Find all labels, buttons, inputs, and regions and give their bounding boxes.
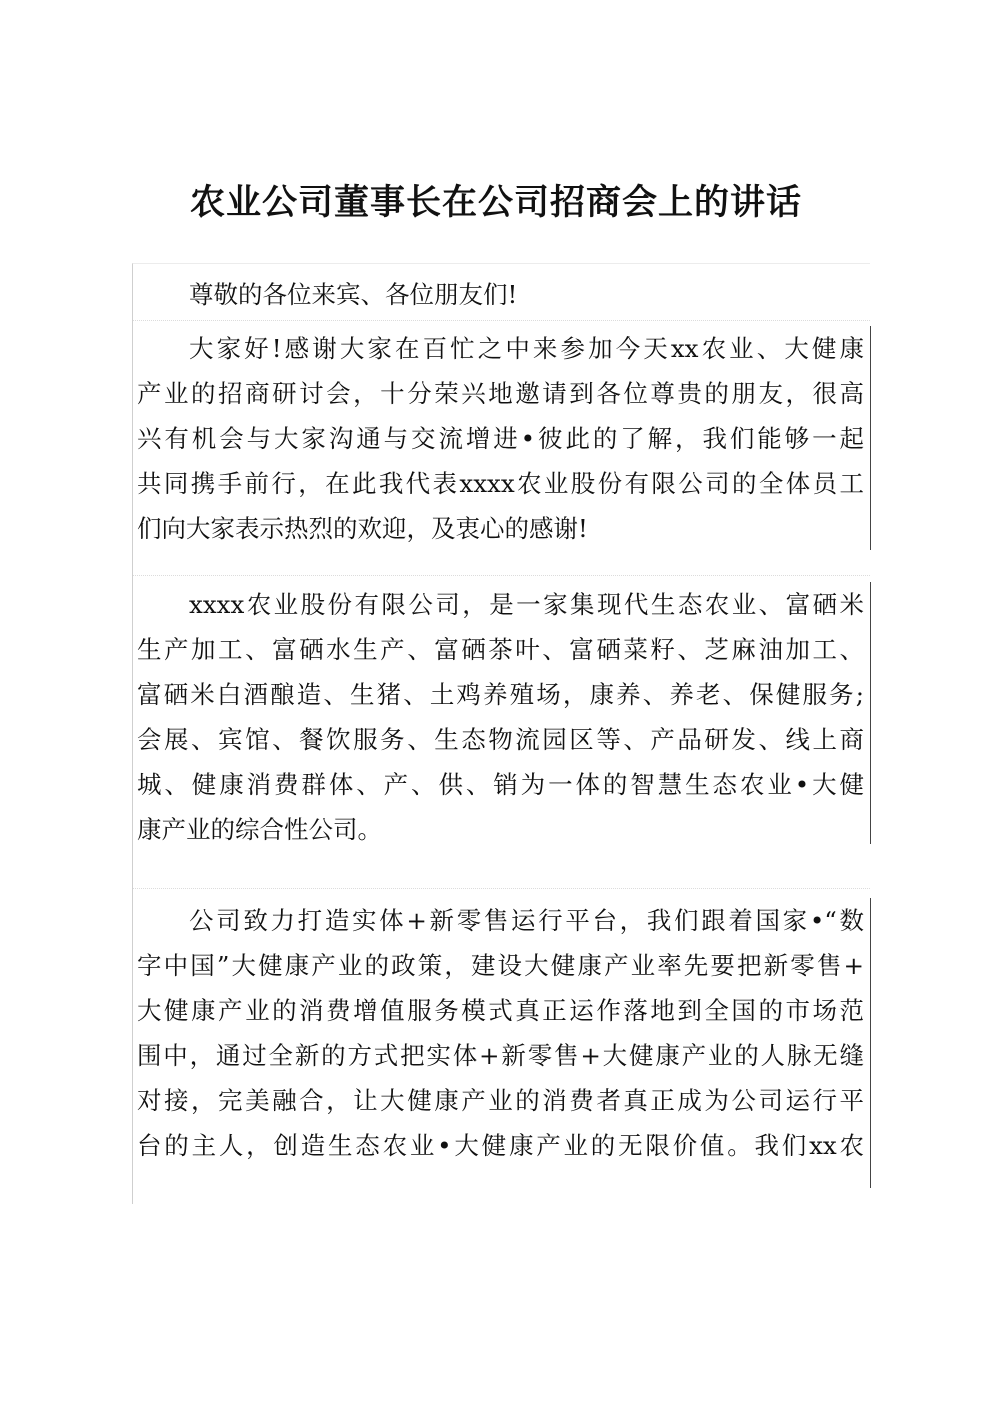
speech-body [132, 263, 870, 1204]
text-line: 产业的招商研讨会，十分荣兴地邀请到各位尊贵的朋友，很高 [137, 379, 864, 408]
document-title: 农业公司董事长在公司招商会上的讲话 [189, 183, 802, 223]
paragraph-divider [133, 320, 870, 321]
text-line: 生产加工、富硒水生产、富硒茶叶、富硒菜籽、芝麻油加工、 [137, 635, 864, 664]
text-line: 字中国”大健康产业的政策，建设大健康产业率先要把新零售+ [137, 951, 864, 980]
text-line: 富硒米白酒酿造、生猪、土鸡养殖场，康养、养老、保健服务; [137, 680, 864, 709]
text-line: 会展、宾馆、餐饮服务、生态物流园区等、产品研发、线上商 [137, 725, 864, 754]
right-margin-rule [870, 898, 871, 1188]
text-line: 康产业的综合性公司。 [137, 815, 382, 844]
text-line: 兴有机会与大家沟通与交流增进•彼此的了解，我们能够一起 [137, 424, 864, 453]
text-line: xxxx农业股份有限公司，是一家集现代生态农业、富硒米 [189, 590, 864, 619]
text-line: 台的主人，创造生态农业•大健康产业的无限价值。我们xx农 [137, 1131, 864, 1160]
right-margin-rule [870, 582, 871, 844]
text-line: 大家好!感谢大家在百忙之中来参加今天xx农业、大健康 [189, 334, 864, 363]
text-line: 对接，完美融合，让大健康产业的消费者真正成为公司运行平 [137, 1086, 864, 1115]
text-line: 尊敬的各位来宾、各位朋友们! [189, 280, 518, 309]
paragraph-divider [133, 888, 870, 889]
text-line: 共同携手前行，在此我代表xxxx农业股份有限公司的全体员工 [137, 469, 864, 498]
text-line: 城、健康消费群体、产、供、销为一体的智慧生态农业•大健 [137, 770, 864, 799]
text-line: 公司致力打造实体+新零售运行平台，我们跟着国家•“数 [189, 906, 864, 935]
text-line: 大健康产业的消费增值服务模式真正运作落地到全国的市场范 [137, 996, 864, 1025]
text-line: 围中，通过全新的方式把实体+新零售+大健康产业的人脉无缝 [137, 1041, 864, 1070]
text-line: 们向大家表示热烈的欢迎，及衷心的感谢! [137, 514, 588, 543]
right-margin-rule [870, 326, 871, 550]
paragraph-divider [133, 575, 870, 576]
